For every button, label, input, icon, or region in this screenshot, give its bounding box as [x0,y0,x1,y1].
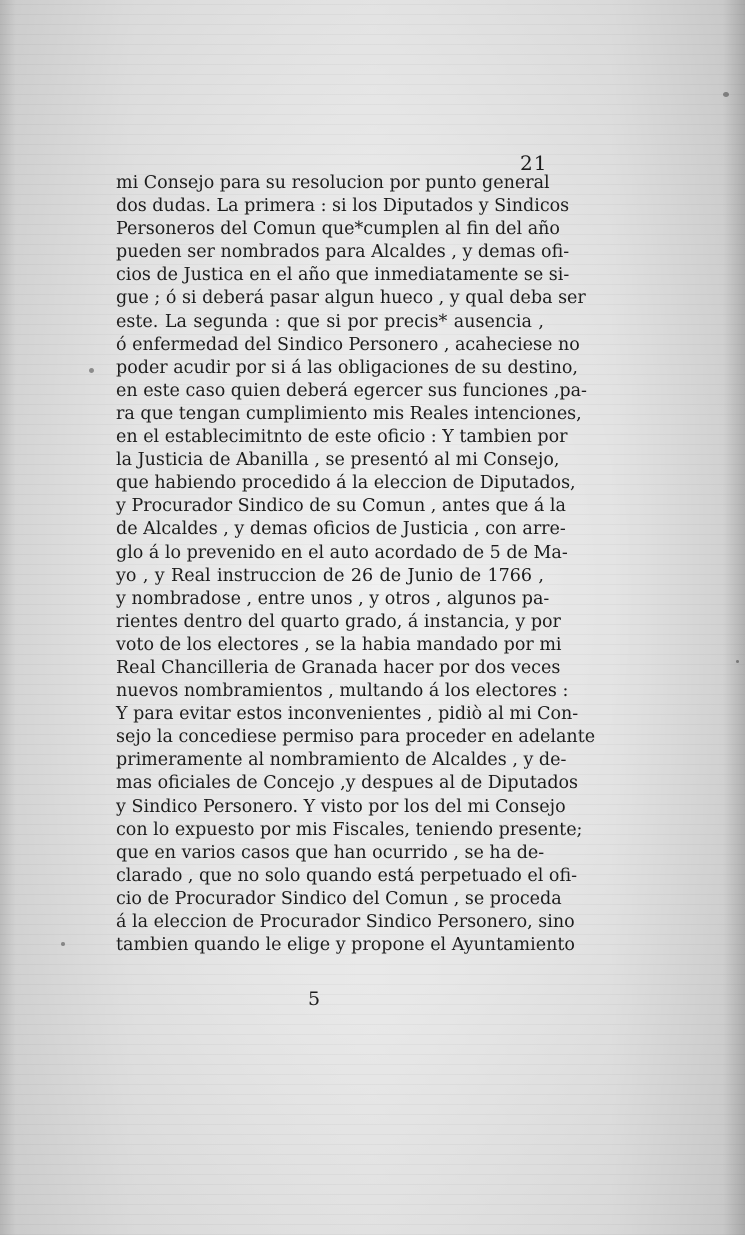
paper-speck [723,92,729,97]
text-line: la Justicia de Abanilla , se presentó al mi Consejo, [116,450,560,471]
text-line: á la eleccion de Procurador Sindico Personero, sino [116,912,575,932]
text-line: poder acudir por si á las obligaciones de su destino, [116,357,578,378]
text-line: primeramente al nombramiento de Alcaldes , y de- [116,750,567,771]
text-line: Real Chancilleria de Granada hacer por dos veces [116,657,561,678]
paper-speck [736,660,739,663]
text-line: clarado , que no solo quando está perpetuado el ofi- [116,865,578,886]
text-line: nuevos nombramientos , multando á los electores : [116,681,569,702]
text-line: y nombradose , entre unos , y otros , algunos pa- [116,588,550,609]
text-line: este. La segunda : que si por precis* ausencia , [116,311,544,332]
text-line: en este caso quien deberá egercer sus funciones ,pa- [116,380,587,401]
text-line: rientes dentro del quarto grado, á instancia, y por [116,611,561,632]
text-line: y Procurador Sindico de su Comun , antes que á la [116,496,566,517]
text-line: que en varios casos que han ocurrido , se ha de- [116,842,545,863]
text-line: que habiendo procedido á la eleccion de Diputados, [116,473,576,494]
text-line: ra que tengan cumplimiento mis Reales intenciones, [116,403,582,424]
text-line: ó enfermedad del Sindico Personero , acaheciese no [116,334,580,355]
text-line: mi Consejo para su resolucion por punto general [116,173,550,193]
text-line: dos dudas. La primera : si los Diputados y Sindicos [116,196,570,217]
text-line: cio de Procurador Sindico del Comun , se proceda [116,888,562,909]
paper-speck [89,368,94,373]
page-edge-shadow-right [723,0,745,1235]
text-line: y Sindico Personero. Y visto por los del mi Consejo [116,796,566,817]
text-line: glo á lo prevenido en el auto acordado de 5 de Ma- [116,542,568,563]
text-line: de Alcaldes , y demas oficios de Justicia , con arre- [116,519,566,540]
text-line: Personeros del Comun que*cumplen al fin del año [116,219,560,240]
page-number: 21 [520,151,548,175]
text-line: Y para evitar estos inconvenientes , pidiò al mi Con- [116,704,579,725]
text-line: pueden ser nombrados para Alcaldes , y demas ofi- [116,242,570,263]
text-line: sejo la concediese permiso para proceder en adelante [116,727,596,748]
page-edge-shadow-left [0,0,16,1235]
paper-speck [61,942,65,946]
signature-mark: 5 [308,988,321,1010]
body-text [116,172,596,957]
text-line: con lo expuesto por mis Fiscales, teniendo presente; [116,819,583,840]
text-line: cios de Justica en el año que inmediatamente se si- [116,265,570,286]
text-line: mas oficiales de Concejo ,y despues al de Diputados [116,773,579,794]
text-line: gue ; ó si deberá pasar algun hueco , y qual deba ser [116,288,586,309]
text-line: voto de los electores , se la habia mandado por mi [116,634,562,655]
text-line: yo , y Real instruccion de 26 de Junio de 1766 , [116,565,544,586]
text-line: en el establecimitnto de este oficio : Y tambien por [116,427,568,448]
text-line: tambien quando le elige y propone el Ayuntamiento [116,935,575,956]
